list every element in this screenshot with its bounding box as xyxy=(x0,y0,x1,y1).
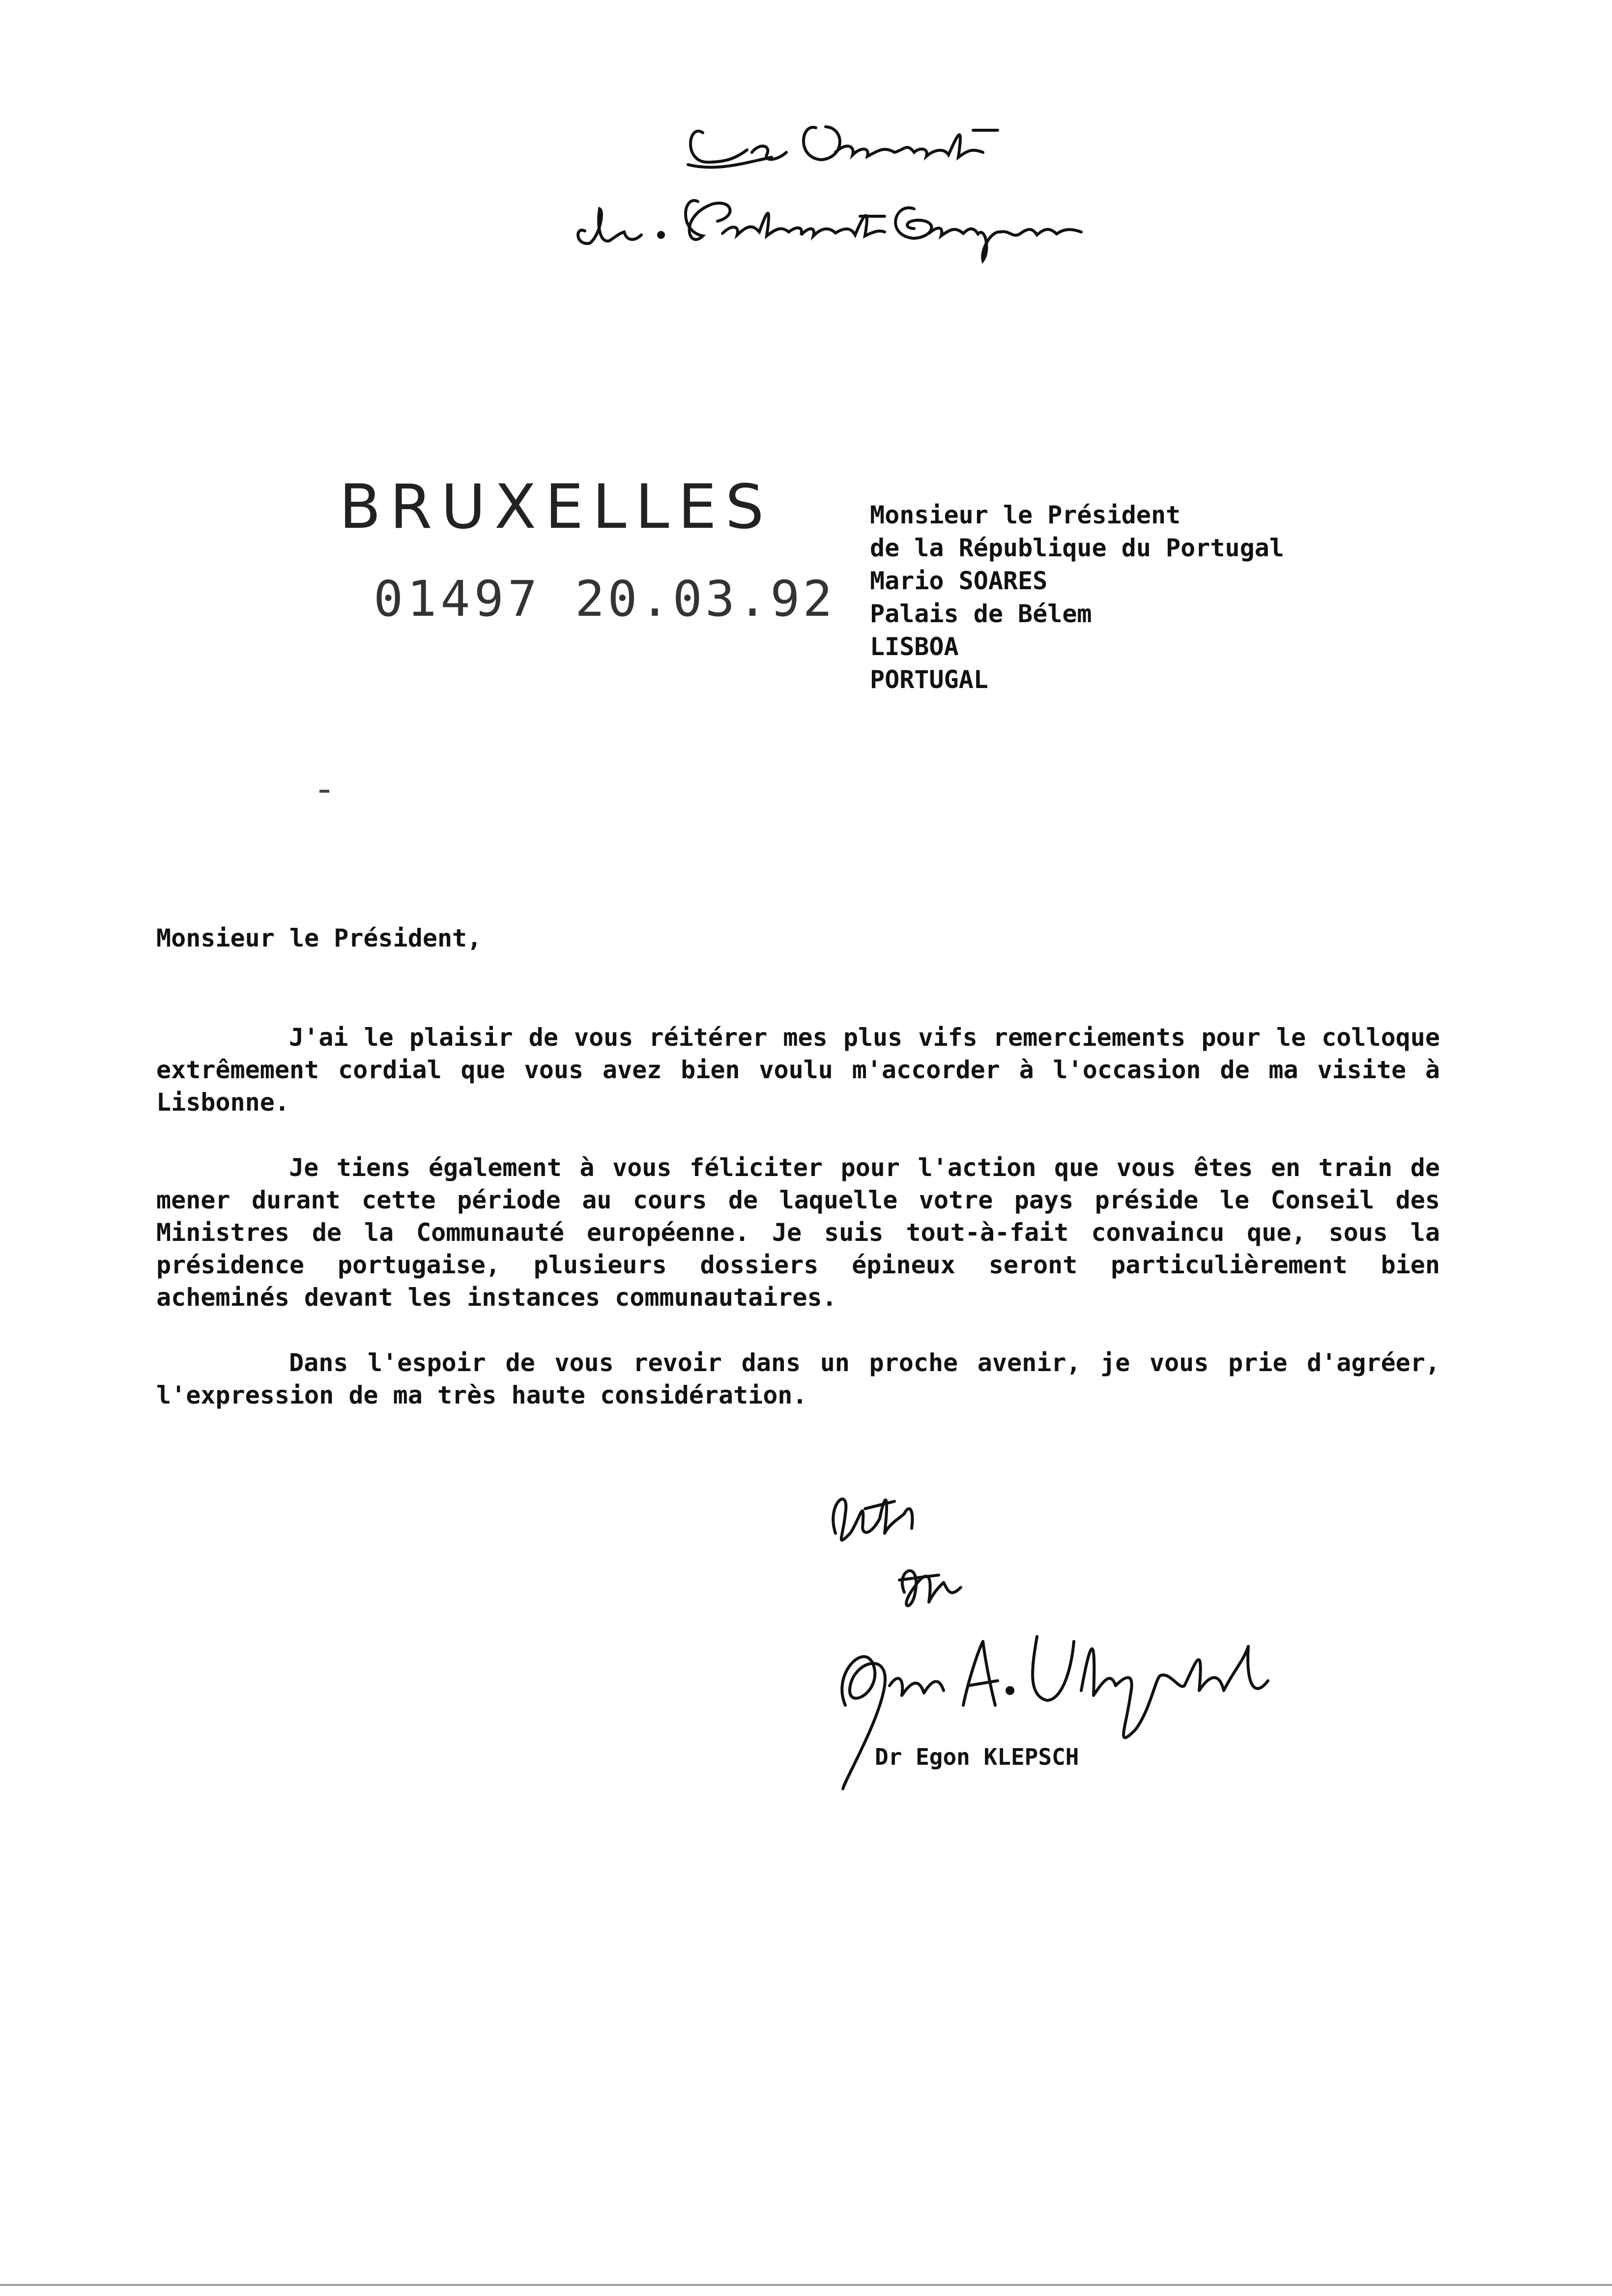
recipient-line: LISBOA xyxy=(870,632,959,661)
stamp-date: 20.03.92 xyxy=(575,570,835,628)
stamp-city: BRUXELLES xyxy=(339,472,773,543)
body-paragraph-2: Je tiens également à vous féliciter pour l'action que vous êtes en train de mener durant cette période au cours de laquelle votre pays préside le Conseil des Ministres de la Communauté européenne. Je suis tout-à-fait convaincu que, sous la présidence portugaise, plusieurs dossiers épineux seront particulièrement bien acheminés devant les instances communautaires. xyxy=(156,1153,1440,1312)
recipient-line: de la République du Portugal xyxy=(870,534,1284,562)
letterhead-script xyxy=(541,103,1130,265)
recipient-address xyxy=(870,499,1284,696)
stamp-reference-number: 01497 xyxy=(374,570,542,628)
recipient-line: PORTUGAL xyxy=(870,665,988,694)
page-edge-line xyxy=(0,2284,1612,2286)
letterhead xyxy=(541,103,1130,265)
body-paragraph-1: J'ai le plaisir de vous réitérer mes plus vifs remerciements pour le colloque extrêmement cordial que vous avez bien voulu m'accorder à l'occasion de ma visite à Lisbonne. xyxy=(156,1023,1440,1117)
recipient-line: Palais de Bélem xyxy=(870,600,1092,628)
body-paragraph-3: Dans l'espoir de vous revoir dans un proche avenir, je vous prie d'agréer, l'expression de ma très haute considération. xyxy=(156,1349,1440,1409)
recipient-line: Mario SOARES xyxy=(870,567,1048,595)
salutation: Monsieur le Président, xyxy=(156,924,482,952)
stray-mark xyxy=(319,790,329,793)
recipient-line: Monsieur le Président xyxy=(870,501,1181,529)
signatory-name: Dr Egon KLEPSCH xyxy=(875,1744,1079,1770)
